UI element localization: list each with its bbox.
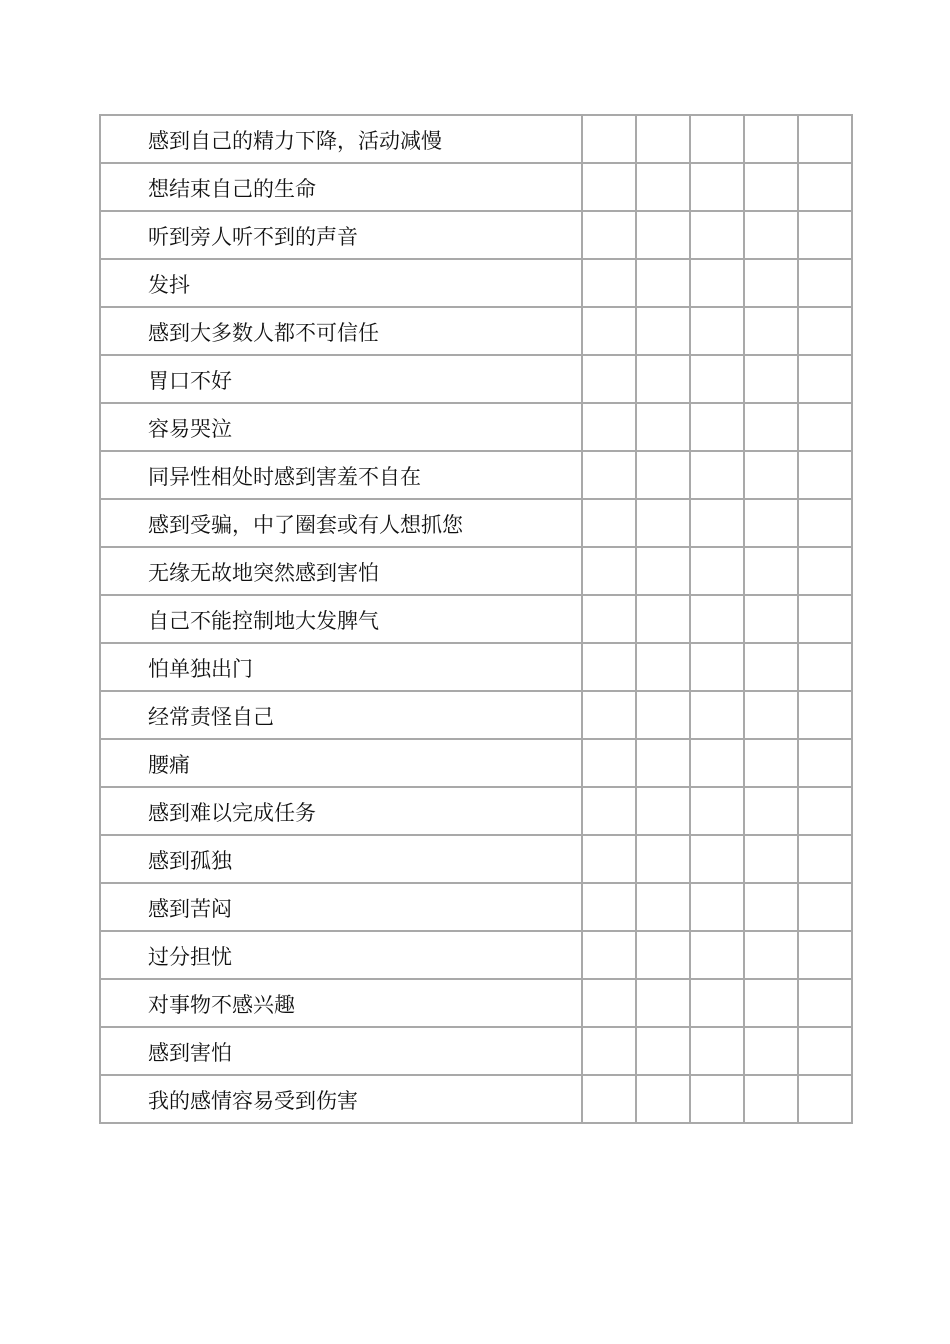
rating-cell-5[interactable] (798, 835, 852, 883)
table-row (100, 403, 852, 451)
rating-cell-3[interactable] (690, 307, 744, 355)
item-text: 感到自己的精力下降，活动减慢 (100, 115, 582, 163)
rating-cell-5[interactable] (798, 643, 852, 691)
rating-cell-2[interactable] (636, 547, 690, 595)
table-row (100, 595, 852, 643)
rating-cell-5[interactable] (798, 547, 852, 595)
rating-cell-2[interactable] (636, 835, 690, 883)
table-row (100, 883, 852, 931)
rating-cell-1[interactable] (582, 355, 636, 403)
rating-cell-5[interactable] (798, 403, 852, 451)
rating-cell-4[interactable] (744, 451, 798, 499)
rating-cell-3[interactable] (690, 547, 744, 595)
item-text: 同异性相处时感到害羞不自在 (100, 451, 582, 499)
rating-cell-3[interactable] (690, 931, 744, 979)
rating-cell-4[interactable] (744, 115, 798, 163)
rating-cell-5[interactable] (798, 115, 852, 163)
rating-cell-3[interactable] (690, 1075, 744, 1123)
table-row (100, 1027, 852, 1075)
rating-cell-1[interactable] (582, 1075, 636, 1123)
rating-cell-4[interactable] (744, 307, 798, 355)
item-text: 感到害怕 (100, 1027, 582, 1075)
rating-cell-2[interactable] (636, 979, 690, 1027)
item-text: 无缘无故地突然感到害怕 (100, 547, 582, 595)
item-text: 过分担忧 (100, 931, 582, 979)
rating-cell-3[interactable] (690, 403, 744, 451)
rating-cell-4[interactable] (744, 499, 798, 547)
table-row (100, 547, 852, 595)
rating-cell-1[interactable] (582, 403, 636, 451)
rating-cell-4[interactable] (744, 979, 798, 1027)
rating-cell-1[interactable] (582, 787, 636, 835)
rating-cell-1[interactable] (582, 691, 636, 739)
rating-cell-5[interactable] (798, 451, 852, 499)
table-row (100, 787, 852, 835)
rating-cell-3[interactable] (690, 451, 744, 499)
rating-cell-4[interactable] (744, 1027, 798, 1075)
rating-cell-5[interactable] (798, 499, 852, 547)
symptom-checklist-table (99, 114, 853, 1124)
item-text: 想结束自己的生命 (100, 163, 582, 211)
rating-cell-2[interactable] (636, 883, 690, 931)
table-body (100, 115, 852, 1123)
item-text: 感到受骗，中了圈套或有人想抓您 (100, 499, 582, 547)
rating-cell-2[interactable] (636, 1027, 690, 1075)
rating-cell-2[interactable] (636, 787, 690, 835)
rating-cell-1[interactable] (582, 1027, 636, 1075)
rating-cell-3[interactable] (690, 211, 744, 259)
rating-cell-4[interactable] (744, 835, 798, 883)
rating-cell-4[interactable] (744, 355, 798, 403)
rating-cell-2[interactable] (636, 163, 690, 211)
rating-cell-5[interactable] (798, 307, 852, 355)
rating-cell-2[interactable] (636, 211, 690, 259)
rating-cell-3[interactable] (690, 115, 744, 163)
rating-cell-4[interactable] (744, 787, 798, 835)
rating-cell-1[interactable] (582, 307, 636, 355)
rating-cell-5[interactable] (798, 979, 852, 1027)
table-row (100, 211, 852, 259)
rating-cell-1[interactable] (582, 739, 636, 787)
rating-cell-1[interactable] (582, 547, 636, 595)
table-row (100, 307, 852, 355)
rating-cell-5[interactable] (798, 931, 852, 979)
rating-cell-1[interactable] (582, 931, 636, 979)
rating-cell-2[interactable] (636, 595, 690, 643)
rating-cell-2[interactable] (636, 1075, 690, 1123)
item-text: 胃口不好 (100, 355, 582, 403)
item-text: 怕单独出门 (100, 643, 582, 691)
rating-cell-3[interactable] (690, 355, 744, 403)
rating-cell-1[interactable] (582, 979, 636, 1027)
rating-cell-5[interactable] (798, 1075, 852, 1123)
rating-cell-1[interactable] (582, 643, 636, 691)
rating-cell-2[interactable] (636, 259, 690, 307)
rating-cell-4[interactable] (744, 211, 798, 259)
rating-cell-2[interactable] (636, 355, 690, 403)
item-text: 自己不能控制地大发脾气 (100, 595, 582, 643)
rating-cell-1[interactable] (582, 115, 636, 163)
rating-cell-3[interactable] (690, 163, 744, 211)
rating-cell-3[interactable] (690, 643, 744, 691)
rating-cell-5[interactable] (798, 883, 852, 931)
rating-cell-3[interactable] (690, 835, 744, 883)
rating-cell-5[interactable] (798, 595, 852, 643)
item-text: 腰痛 (100, 739, 582, 787)
rating-cell-5[interactable] (798, 739, 852, 787)
table-row (100, 643, 852, 691)
rating-cell-1[interactable] (582, 451, 636, 499)
table-row (100, 739, 852, 787)
table-row (100, 499, 852, 547)
rating-cell-5[interactable] (798, 691, 852, 739)
rating-cell-5[interactable] (798, 355, 852, 403)
rating-cell-3[interactable] (690, 259, 744, 307)
rating-cell-3[interactable] (690, 979, 744, 1027)
rating-cell-1[interactable] (582, 163, 636, 211)
rating-cell-3[interactable] (690, 739, 744, 787)
rating-cell-2[interactable] (636, 403, 690, 451)
rating-cell-4[interactable] (744, 547, 798, 595)
rating-cell-4[interactable] (744, 403, 798, 451)
item-text: 感到大多数人都不可信任 (100, 307, 582, 355)
rating-cell-3[interactable] (690, 787, 744, 835)
table-row (100, 835, 852, 883)
rating-cell-4[interactable] (744, 595, 798, 643)
item-text: 听到旁人听不到的声音 (100, 211, 582, 259)
table-row (100, 259, 852, 307)
rating-cell-2[interactable] (636, 451, 690, 499)
rating-cell-5[interactable] (798, 1027, 852, 1075)
rating-cell-5[interactable] (798, 211, 852, 259)
rating-cell-4[interactable] (744, 259, 798, 307)
rating-cell-1[interactable] (582, 595, 636, 643)
rating-cell-4[interactable] (744, 883, 798, 931)
rating-cell-2[interactable] (636, 499, 690, 547)
rating-cell-5[interactable] (798, 163, 852, 211)
rating-cell-3[interactable] (690, 691, 744, 739)
rating-cell-1[interactable] (582, 835, 636, 883)
table-row (100, 931, 852, 979)
item-text: 对事物不感兴趣 (100, 979, 582, 1027)
item-text: 我的感情容易受到伤害 (100, 1075, 582, 1123)
rating-cell-1[interactable] (582, 883, 636, 931)
item-text: 感到孤独 (100, 835, 582, 883)
rating-cell-3[interactable] (690, 595, 744, 643)
rating-cell-4[interactable] (744, 931, 798, 979)
rating-cell-1[interactable] (582, 211, 636, 259)
item-text: 发抖 (100, 259, 582, 307)
rating-cell-3[interactable] (690, 1027, 744, 1075)
rating-cell-3[interactable] (690, 499, 744, 547)
rating-cell-1[interactable] (582, 499, 636, 547)
table-row (100, 163, 852, 211)
item-text: 经常责怪自己 (100, 691, 582, 739)
rating-cell-2[interactable] (636, 739, 690, 787)
table-row (100, 691, 852, 739)
table-row (100, 115, 852, 163)
rating-cell-4[interactable] (744, 1075, 798, 1123)
rating-cell-2[interactable] (636, 691, 690, 739)
rating-cell-4[interactable] (744, 691, 798, 739)
table-row (100, 979, 852, 1027)
rating-cell-4[interactable] (744, 643, 798, 691)
rating-cell-4[interactable] (744, 163, 798, 211)
rating-cell-2[interactable] (636, 307, 690, 355)
item-text: 容易哭泣 (100, 403, 582, 451)
rating-cell-2[interactable] (636, 643, 690, 691)
rating-cell-5[interactable] (798, 787, 852, 835)
item-text: 感到苦闷 (100, 883, 582, 931)
rating-cell-2[interactable] (636, 115, 690, 163)
rating-cell-5[interactable] (798, 259, 852, 307)
rating-cell-4[interactable] (744, 739, 798, 787)
rating-cell-1[interactable] (582, 259, 636, 307)
table-row (100, 355, 852, 403)
rating-cell-2[interactable] (636, 931, 690, 979)
table-row (100, 451, 852, 499)
rating-cell-3[interactable] (690, 883, 744, 931)
table-row (100, 1075, 852, 1123)
item-text: 感到难以完成任务 (100, 787, 582, 835)
